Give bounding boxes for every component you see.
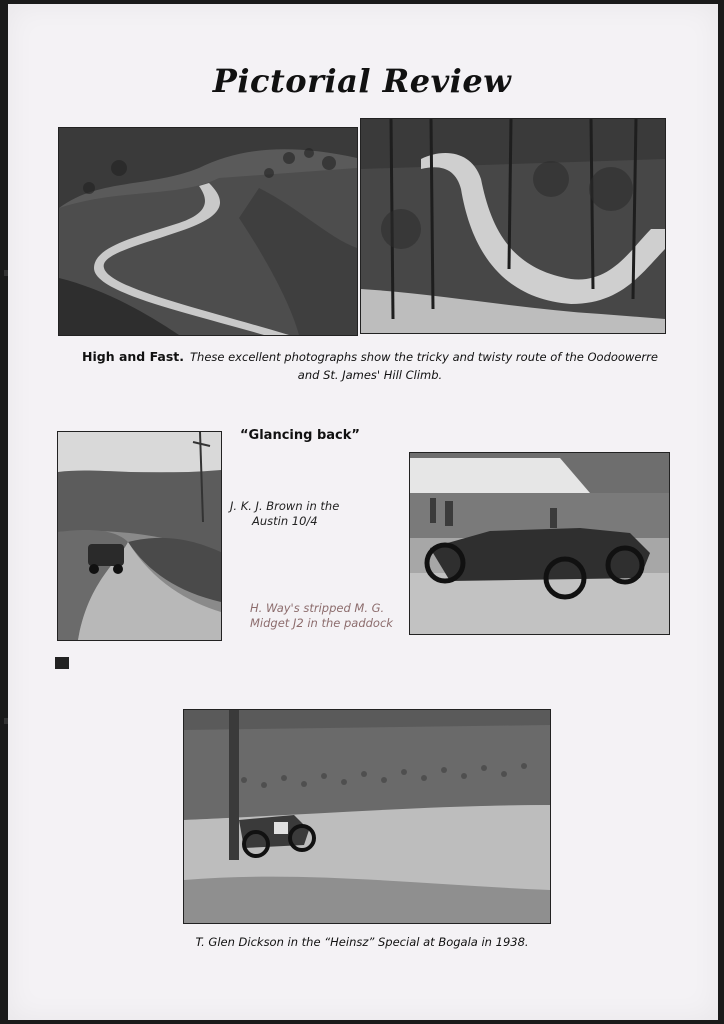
page-title: Pictorial Review [212, 62, 512, 100]
printer-mark [55, 657, 69, 669]
photo-heinsz-special-bogala [183, 709, 551, 924]
way-caption [250, 601, 420, 631]
photo-austin-climb [57, 431, 222, 641]
caption-lead: High and Fast. [82, 349, 184, 364]
way-caption-line-2: Midget J2 in the paddock [250, 616, 393, 630]
way-caption-line-1: H. Way's stripped M. G. [250, 601, 385, 615]
brown-caption-line-1: J. K. J. Brown in the [230, 499, 340, 513]
binding-mark [4, 718, 8, 724]
section-heading: “Glancing back” [240, 428, 360, 443]
photo-mg-midget-paddock [409, 452, 670, 635]
caption-line-2: and St. James' Hill Climb. [297, 368, 443, 382]
brown-caption-line-2: Austin 10/4 [252, 514, 318, 528]
caption-line-1: These excellent photographs show the tricky and twisty route of the Oodoowerre [190, 350, 658, 364]
bottom-photo-caption: T. Glen Dickson in the “Heinsz” Special at Bogala in 1938. [195, 935, 529, 949]
photo-hill-road-1 [58, 127, 358, 336]
top-photos-caption [70, 348, 670, 384]
binding-mark [4, 270, 8, 276]
photo-hill-road-2 [360, 118, 666, 334]
brown-caption [230, 499, 390, 529]
